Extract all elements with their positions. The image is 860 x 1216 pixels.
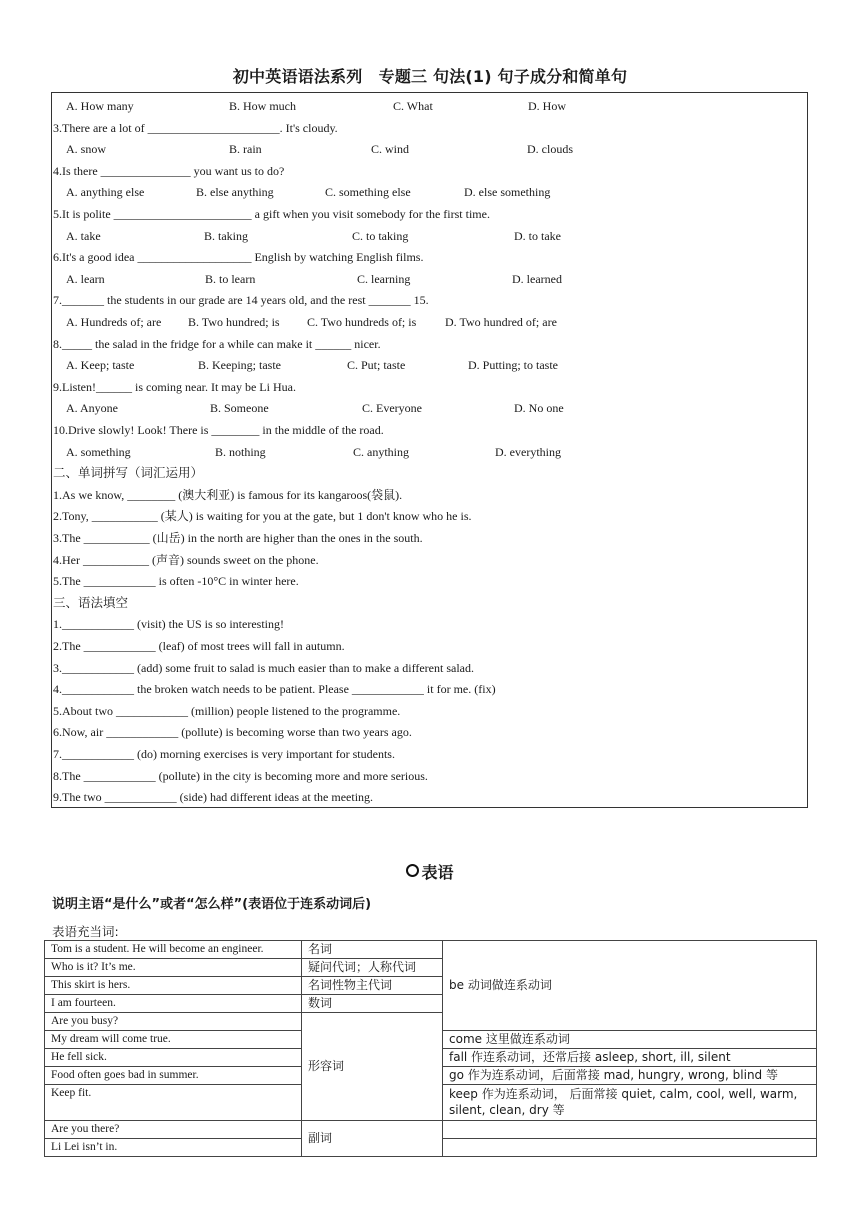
option-a: A. Keep; taste bbox=[66, 358, 135, 373]
note-go: go 作为连系动词，后面常接 mad, hungry, wrong, blind 等 bbox=[443, 1067, 817, 1085]
question-line: 7.____________ (do) morning exercises is very important for students. bbox=[53, 747, 395, 761]
predicative-heading-text: 表语 bbox=[421, 863, 454, 882]
option-b: B. nothing bbox=[215, 444, 266, 459]
option-b: B. to learn bbox=[205, 271, 256, 286]
example-sentence: Who is it? It’s me. bbox=[45, 959, 302, 977]
option-a: A. something bbox=[66, 444, 131, 459]
example-sentence: Li Lei isn’t in. bbox=[45, 1139, 302, 1157]
example-sentence: Food often goes bad in summer. bbox=[45, 1067, 302, 1085]
option-c: C. learning bbox=[357, 271, 411, 286]
question-line: 8.The ____________ (pollute) in the city is becoming more and more serious. bbox=[53, 768, 428, 783]
option-c: C. Everyone bbox=[362, 401, 422, 416]
note-fall: fall 作连系动词，还常后接 asleep, short, ill, silent bbox=[443, 1049, 817, 1067]
example-sentence: Are you there? bbox=[45, 1121, 302, 1139]
option-row bbox=[52, 399, 803, 417]
option-d: D. everything bbox=[495, 444, 561, 459]
option-c: C. to taking bbox=[352, 228, 409, 243]
category-cell: 数词 bbox=[302, 995, 443, 1013]
option-a: A. learn bbox=[66, 271, 105, 286]
section-heading: 二、单词拼写（词汇运用） bbox=[53, 465, 204, 481]
question-line: 3.____________ (add) some fruit to salad is much easier than to make a different salad. bbox=[53, 660, 474, 675]
option-c: C. Two hundreds of; is bbox=[307, 315, 417, 329]
question-line: 6.Now, air ____________ (pollute) is becoming worse than two years ago. bbox=[53, 725, 412, 740]
question-line: 5.It is polite _______________________ a gift when you visit somebody for the first time. bbox=[53, 207, 490, 221]
question-line: 3.There are a lot of ______________________. It's cloudy. bbox=[53, 120, 338, 135]
option-d: D. learned bbox=[512, 271, 562, 286]
option-b: B. Two hundred; is bbox=[188, 315, 280, 329]
option-a: A. Hundreds of; are bbox=[66, 315, 162, 329]
question-line: 7._______ the students in our grade are 14 years old, and the rest _______ 15. bbox=[53, 293, 429, 308]
question-line: 9.Listen!______ is coming near. It may be Li Hua. bbox=[53, 379, 296, 394]
question-line: 9.The two ____________ (side) had different ideas at the meeting. bbox=[53, 790, 374, 805]
adjective-cell: 形容词 bbox=[302, 1013, 443, 1121]
option-d: D. to take bbox=[514, 228, 561, 243]
note-keep: keep 作为连系动词， 后面常接 quiet, calm, cool, well, warm, silent, clean, dry 等 bbox=[443, 1085, 817, 1121]
option-d: D. else something bbox=[464, 185, 551, 200]
example-sentence: Keep fit. bbox=[45, 1085, 302, 1121]
question-line: 4.Is there _______________ you want us to do? bbox=[53, 163, 285, 178]
predicative-heading bbox=[0, 860, 860, 883]
question-line: 2.The ____________ (leaf) of most trees will fall in autumn. bbox=[53, 639, 345, 653]
option-a: A. How many bbox=[66, 99, 134, 113]
section-heading: 三、语法填空 bbox=[53, 594, 129, 610]
empty-cell bbox=[443, 1121, 817, 1139]
note-be: be 动词做连系动词 bbox=[443, 941, 817, 1031]
option-row bbox=[52, 140, 803, 158]
adverb-cell: 副词 bbox=[302, 1121, 443, 1157]
category-cell: 名词性物主代词 bbox=[302, 977, 443, 995]
option-c: C. wind bbox=[371, 142, 410, 157]
option-row bbox=[52, 183, 803, 201]
category-cell: 名词 bbox=[302, 941, 443, 959]
option-d: D. How bbox=[528, 99, 566, 113]
option-b: B. How much bbox=[229, 99, 296, 113]
question-line: 10.Drive slowly! Look! There is ________ in the middle of the road. bbox=[53, 423, 384, 437]
option-b: B. Someone bbox=[210, 401, 269, 416]
option-a: A. snow bbox=[66, 142, 107, 157]
option-c: C. What bbox=[393, 99, 433, 113]
example-sentence: My dream will come true. bbox=[45, 1031, 302, 1049]
question-line: 5.The ____________ is often -10°C in winter here. bbox=[53, 574, 299, 589]
table-row bbox=[45, 1121, 817, 1139]
question-line: 8._____ the salad in the fridge for a while can make it ______ nicer. bbox=[53, 336, 381, 351]
exercise-box bbox=[51, 92, 808, 808]
option-row bbox=[52, 97, 803, 115]
example-sentence: He fell sick. bbox=[45, 1049, 302, 1067]
empty-cell bbox=[443, 1139, 817, 1157]
option-row bbox=[52, 356, 803, 374]
option-d: D. clouds bbox=[527, 142, 573, 157]
page-title: 初中英语语法系列 专题三 句法(1) 句子成分和简单句 bbox=[232, 67, 628, 86]
option-a: A. take bbox=[66, 228, 101, 243]
example-sentence: I am fourteen. bbox=[45, 995, 302, 1013]
option-c: C. Put; taste bbox=[347, 358, 406, 373]
example-sentence: Tom is a student. He will become an engineer. bbox=[45, 941, 302, 959]
option-b: B. else anything bbox=[196, 185, 274, 200]
question-line: 1.____________ (visit) the US is so interesting! bbox=[53, 617, 284, 632]
option-b: B. taking bbox=[204, 228, 248, 243]
option-c: C. something else bbox=[325, 185, 411, 200]
circle-bullet-icon bbox=[406, 864, 419, 877]
question-line: 5.About two ____________ (million) people listened to the programme. bbox=[53, 703, 401, 718]
question-line: 4.Her ___________ (声音) sounds sweet on the phone. bbox=[53, 552, 319, 567]
example-sentence: This skirt is hers. bbox=[45, 977, 302, 995]
option-d: D. No one bbox=[514, 401, 564, 416]
question-line: 3.The ___________ (山岳) in the north are higher than the ones in the south. bbox=[53, 531, 423, 545]
question-line: 6.It's a good idea ___________________ English by watching English films. bbox=[53, 250, 424, 265]
table-row bbox=[45, 941, 817, 959]
option-row bbox=[52, 227, 803, 245]
option-a: A. Anyone bbox=[66, 401, 118, 416]
question-line: 4.____________ the broken watch needs to be patient. Please ____________ it for me. (fix) bbox=[53, 682, 496, 697]
option-d: D. Putting; to taste bbox=[468, 358, 558, 373]
question-line: 1.As we know, ________ (澳大利亚) is famous for its kangaroos(袋鼠). bbox=[53, 487, 403, 502]
option-row bbox=[52, 443, 803, 461]
option-row bbox=[52, 270, 803, 288]
category-cell: 疑问代词；人称代词 bbox=[302, 959, 443, 977]
note-come: come 这里做连系动词 bbox=[443, 1031, 817, 1049]
option-row bbox=[52, 313, 803, 331]
question-line: 2.Tony, ___________ (某人) is waiting for you at the gate, but 1 don't know who he is. bbox=[53, 509, 472, 524]
predicative-subtitle: 说明主语“是什么”或者“怎么样”(表语位于连系动词后) bbox=[52, 897, 372, 912]
option-c: C. anything bbox=[353, 444, 409, 459]
option-a: A. anything else bbox=[66, 185, 145, 200]
option-b: B. Keeping; taste bbox=[198, 358, 281, 373]
example-sentence: Are you busy? bbox=[45, 1013, 302, 1031]
option-d: D. Two hundred of; are bbox=[445, 315, 557, 329]
predicative-table bbox=[44, 940, 817, 1157]
table-label: 表语充当词: bbox=[52, 924, 119, 939]
option-b: B. rain bbox=[229, 142, 262, 157]
